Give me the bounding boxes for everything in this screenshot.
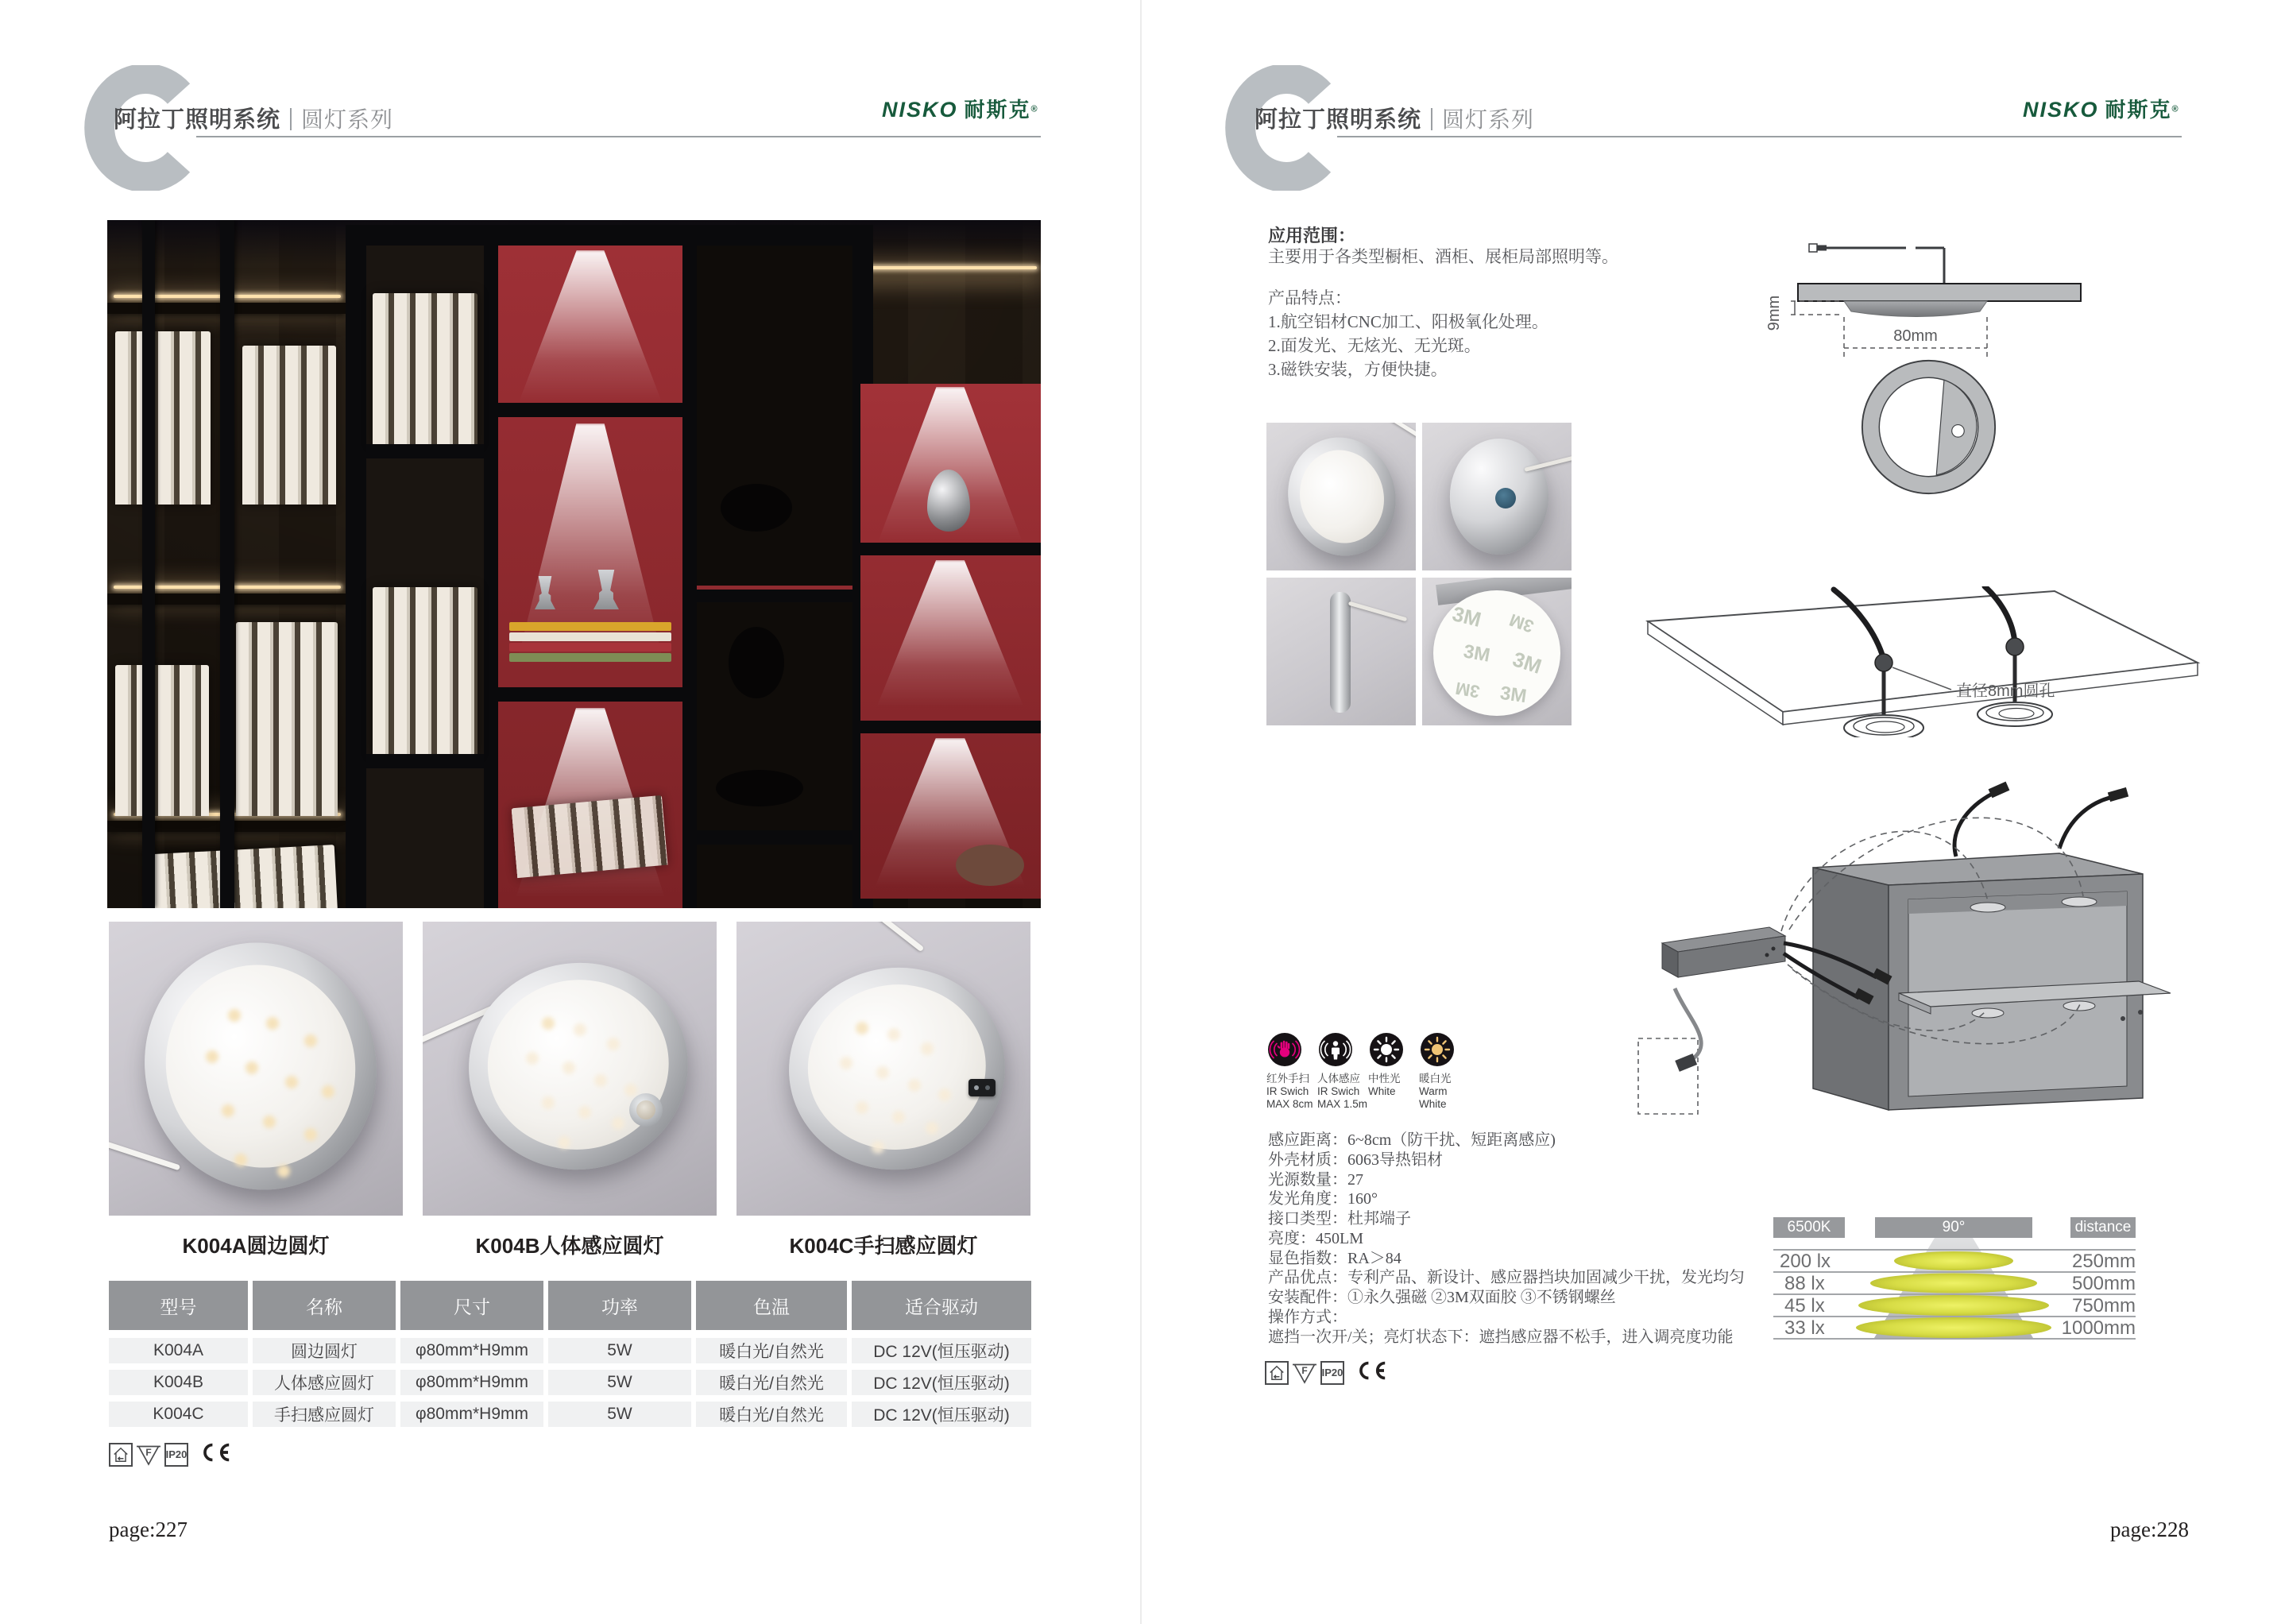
books	[152, 845, 341, 908]
wire-hole	[1495, 488, 1516, 508]
spec-line: 显色指数：RA＞84	[1268, 1250, 1401, 1267]
cell-cct: 暖白光/自然光	[696, 1402, 847, 1427]
product-photo-k004b	[423, 922, 717, 1216]
catalog-title: 阿拉丁照明系统	[114, 107, 281, 133]
right-page-title: 阿拉丁照明系统 圆灯系列	[1255, 107, 1535, 133]
photo-3m-adhesive: 3M 3M 3M 3M 3M 3M	[1422, 578, 1572, 725]
books	[242, 346, 336, 505]
cell-name: 人体感应圆灯	[253, 1370, 396, 1395]
photo-puck-side	[1266, 578, 1416, 725]
cell-size: φ80mm*H9mm	[400, 1402, 543, 1427]
product-caption: K004C手扫感应圆灯	[789, 1234, 978, 1258]
icon-label: 红外手扫	[1266, 1073, 1309, 1085]
cell-cct: 暖白光/自然光	[696, 1370, 847, 1395]
lux-value: 200 lx	[1780, 1251, 1831, 1272]
right-page-number: page:228	[2110, 1518, 2189, 1541]
feature-item: 3.磁铁安装，方便快捷。	[1268, 360, 1448, 379]
light-cone	[514, 250, 667, 403]
cell-name: 圆边圆灯	[253, 1338, 396, 1363]
product-caption: K004A圆边圆灯	[182, 1234, 330, 1258]
display-unit	[346, 225, 873, 908]
col-header-size: 尺寸	[400, 1281, 543, 1330]
spec-line: 外壳材质：6063导热铝材	[1268, 1151, 1443, 1169]
feature-icon-neutral-white: 中性光 White	[1368, 1031, 1421, 1098]
right-header-rule	[1337, 136, 2182, 137]
features-heading: 产品特点：	[1268, 288, 1351, 307]
icon-label: 中性光	[1368, 1073, 1401, 1085]
cell-model: K004A	[109, 1338, 248, 1363]
dimension-diagram	[1760, 234, 2093, 369]
feature-icon-ir-hand: 红外手扫 IR Swich MAX 8cm	[1266, 1031, 1319, 1111]
pir-sensor-dome	[629, 1093, 663, 1127]
col-header-name: 名称	[253, 1281, 396, 1330]
spec-line: 接口类型：杜邦端子	[1268, 1210, 1411, 1228]
cell-size: φ80mm*H9mm	[400, 1338, 543, 1363]
spec-line: 操作方式：	[1268, 1309, 1347, 1326]
application-heading: 应用范围：	[1268, 226, 1356, 246]
spec-line: 亮度：450LM	[1268, 1230, 1363, 1247]
brand-reg-mark: ®	[1030, 104, 1038, 114]
series-title: 圆灯系列	[301, 107, 394, 132]
cell-size: φ80mm*H9mm	[400, 1370, 543, 1395]
spec-table-header	[109, 1281, 1031, 1330]
svg-text:9mm: 9mm	[1765, 295, 1783, 331]
cell-model: K004C	[109, 1402, 248, 1427]
color-temp-header: 6500K	[1773, 1217, 1845, 1238]
ir-switch-window	[968, 1079, 996, 1096]
ce-mark-icon	[199, 1440, 231, 1468]
ip20-icon: IP20	[164, 1443, 188, 1467]
books	[115, 665, 209, 816]
col-header-driver: 适合驱动	[852, 1281, 1031, 1330]
hero-photo-bookshelf	[107, 220, 1041, 908]
power-wire	[840, 922, 925, 952]
cabinet-wiring-diagram	[1614, 780, 2171, 1142]
left-header-rule	[196, 136, 1041, 137]
svg-text:80mm: 80mm	[1893, 327, 1938, 345]
led-dots	[856, 1022, 868, 1034]
photo-puck-front	[1266, 423, 1416, 570]
svg-text:直径8mm圆孔: 直径8mm圆孔	[1956, 682, 2055, 700]
lux-value: 33 lx	[1784, 1317, 1825, 1339]
spec-line: 产品优点：专利产品、新设计、感应器挡块加固减少干扰，发光均匀	[1268, 1269, 1745, 1286]
f-mark-icon	[1292, 1361, 1317, 1385]
table-row	[109, 1402, 1031, 1427]
cell-name: 手扫感应圆灯	[253, 1402, 396, 1427]
distance-header: distance	[2070, 1217, 2136, 1238]
ring-front-view	[1858, 358, 2001, 501]
photo-puck-back	[1422, 423, 1572, 570]
feature-icon-warm-white: 暖白光 Warm White	[1419, 1031, 1471, 1111]
table-row	[109, 1338, 1031, 1363]
page-divider	[1140, 0, 1142, 1624]
spec-line: 安装配件：①永久强磁 ②3M双面胶 ③不锈钢螺丝	[1268, 1289, 1616, 1306]
left-brand-logo	[882, 94, 1038, 123]
col-header-model: 型号	[109, 1281, 248, 1330]
led-dots	[542, 1017, 555, 1030]
brand-name: NISKO	[882, 98, 958, 122]
books	[115, 331, 211, 505]
ip20-icon: IP20	[1320, 1361, 1344, 1385]
col-header-cct: 色温	[696, 1281, 847, 1330]
cell-power: 5W	[548, 1370, 691, 1395]
left-page-number: page:227	[109, 1518, 188, 1541]
cell-driver: DC 12V(恒压驱动)	[852, 1370, 1031, 1395]
left-page-title	[114, 102, 393, 134]
distance-value: 500mm	[2071, 1273, 2136, 1294]
svg-text:F: F	[1301, 1364, 1308, 1376]
feature-icon-pir: 人体感应 IR Swich MAX 1.5m	[1317, 1031, 1370, 1111]
feature-item: 1.航空铝材CNC加工、阳极氧化处理。	[1268, 312, 1548, 331]
product-photo-k004c	[736, 922, 1030, 1216]
spec-line: 感应距离：6~8cm（防干扰、短距离感应)	[1268, 1131, 1556, 1149]
product-photo-k004a	[109, 922, 403, 1216]
right-brand-logo: NISKO 耐斯克®	[2023, 98, 2179, 122]
lux-value: 88 lx	[1784, 1273, 1825, 1294]
f-mark-icon	[136, 1443, 161, 1467]
led-dots	[228, 1009, 241, 1022]
distance-value: 250mm	[2071, 1251, 2136, 1272]
spec-line: 光源数量：27	[1268, 1171, 1363, 1189]
lux-value: 45 lx	[1784, 1295, 1825, 1317]
distance-value: 1000mm	[2061, 1317, 2136, 1339]
beam-angle-header: 90°	[1875, 1217, 2032, 1238]
photometric-table	[1773, 1216, 2136, 1359]
panel-install-diagram	[1641, 586, 2201, 741]
spec-line: 发光角度：160°	[1268, 1190, 1378, 1208]
spec-line: 遮挡一次开/关；亮灯状态下：遮挡感应器不松手，进入调亮度功能	[1268, 1328, 1734, 1346]
distance-value: 750mm	[2071, 1295, 2136, 1317]
books	[236, 622, 338, 816]
ce-mark-icon	[1355, 1359, 1387, 1386]
feature-item: 2.面发光、无炫光、无光斑。	[1268, 336, 1481, 355]
cell-driver: DC 12V(恒压驱动)	[852, 1402, 1031, 1427]
indoor-use-icon	[109, 1443, 133, 1467]
title-separator	[290, 108, 292, 130]
brand-name-cn: 耐斯克	[964, 98, 1031, 122]
right-cert-icons	[1265, 1359, 1387, 1386]
cell-model: K004B	[109, 1370, 248, 1395]
cell-driver: DC 12V(恒压驱动)	[852, 1338, 1031, 1363]
left-cert-icons	[109, 1440, 231, 1468]
table-row	[109, 1370, 1031, 1395]
svg-text:F: F	[145, 1446, 152, 1458]
cell-power: 5W	[548, 1402, 691, 1427]
cell-cct: 暖白光/自然光	[696, 1338, 847, 1363]
product-caption: K004B人体感应圆灯	[475, 1234, 664, 1258]
cell-power: 5W	[548, 1338, 691, 1363]
icon-label: 人体感应	[1317, 1073, 1360, 1085]
red-shelf-column	[860, 384, 1041, 899]
icon-label: 暖白光	[1419, 1073, 1452, 1085]
light-cone	[872, 560, 1029, 708]
application-body: 主要用于各类型橱柜、酒柜、展柜局部照明等。	[1268, 247, 1618, 266]
col-header-power: 功率	[548, 1281, 691, 1330]
indoor-use-icon	[1265, 1361, 1289, 1385]
